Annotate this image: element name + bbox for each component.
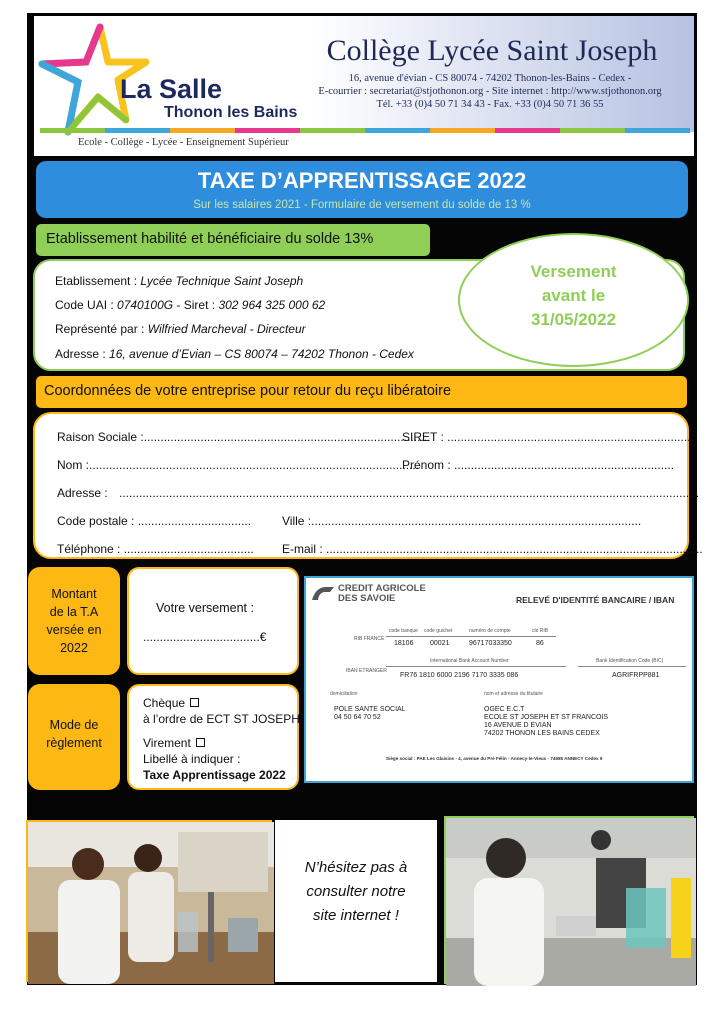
titulaire-1: OGEC E.C.T	[484, 706, 525, 713]
email-field[interactable]: E-mail : .................................................................................................................	[282, 542, 703, 556]
cheque-option[interactable]	[143, 696, 199, 710]
bank-name-line: DES SAVOIE	[338, 593, 396, 604]
prenom-field[interactable]: Prénom : ..................................................................	[402, 458, 675, 472]
telephone-field[interactable]: Téléphone : .......................................	[57, 542, 254, 556]
bic-header: Bank Identification Code (BIC)	[596, 658, 664, 664]
deadline-oval	[458, 233, 689, 367]
color-stripe	[560, 128, 625, 133]
deadline-line-2: avant le	[541, 286, 606, 305]
form-subtitle: Sur les salaires 2021 - Formulaire de versement du solde de 13 %	[193, 199, 531, 211]
versement-card	[127, 567, 299, 675]
siret-field[interactable]: SIRET : ..........................................................................	[402, 430, 694, 444]
virement-label: Virement	[143, 736, 191, 750]
mode-label	[28, 716, 120, 752]
adresse-field[interactable]: ..............................................................................................................................................................................	[119, 486, 700, 500]
domiciliation-1: POLE SANTE SOCIAL	[334, 706, 406, 713]
address-line	[55, 347, 414, 361]
domiciliation-label: domiciliation	[330, 691, 358, 697]
color-stripe	[40, 128, 105, 133]
virement-checkbox[interactable]	[196, 738, 205, 747]
mode-card	[28, 684, 120, 790]
lab-photo-image	[446, 818, 696, 986]
montant-label-line: 2022	[60, 641, 88, 655]
uai-value: 0740100G	[117, 298, 174, 312]
virement-option[interactable]	[143, 736, 205, 750]
rib-document	[304, 576, 694, 783]
iban-header: International Bank Account Number	[430, 658, 509, 664]
libelle-label: Libellé à indiquer :	[143, 752, 241, 766]
cheque-order: à l’ordre de ECT ST JOSEPH	[143, 712, 300, 726]
numero-compte: 96717033350	[469, 640, 512, 647]
mode-label-line: Mode de	[49, 718, 99, 732]
versement-label: Votre versement :	[156, 601, 254, 615]
ville-field[interactable]: Ville :...................................................................................................	[282, 514, 642, 528]
color-stripe	[235, 128, 300, 133]
montant-label	[28, 585, 120, 657]
mode-options-card	[127, 684, 299, 790]
photo-lab-left	[26, 820, 272, 982]
form-title: TAXE D’APPRENTISSAGE 2022	[197, 168, 527, 193]
beneficiary-heading	[36, 224, 430, 256]
lab-photo-image	[28, 822, 274, 984]
col-compte-label: numéro de compte	[469, 628, 511, 634]
code-banque: 18106	[394, 640, 414, 647]
montant-label-line: Montant	[51, 587, 97, 601]
color-stripe	[365, 128, 430, 133]
color-stripe	[300, 128, 365, 133]
cle-rib: 86	[536, 640, 544, 647]
representative-value: Wilfried Marcheval - Directeur	[147, 322, 306, 336]
bank-name	[338, 584, 426, 604]
credit-agricole-logo-icon	[310, 584, 336, 602]
representative-label: Représenté par :	[55, 322, 148, 336]
montant-label-line: de la T.A	[49, 605, 99, 619]
rib-france-label: RIB FRANCE	[354, 636, 385, 642]
iban-rule	[386, 666, 566, 667]
code-postal-field[interactable]: Code postale : ..................................	[57, 514, 252, 528]
college-contact: E-courrier : secretariat@stjothonon.org - Site internet : http://www.stjothonon.org	[318, 86, 662, 97]
title-banner	[36, 161, 688, 218]
code-guichet: 00021	[430, 640, 450, 647]
montant-label-line: versée en	[46, 623, 102, 637]
bic-rule	[578, 666, 686, 667]
titulaire-3: 16 AVENUE D EVIAN	[484, 722, 552, 729]
uai-label: Code UAI :	[55, 298, 118, 312]
establishment-line	[55, 274, 303, 288]
consult-text	[275, 856, 437, 928]
rib-row-rule	[386, 636, 556, 637]
company-form	[33, 412, 703, 559]
titulaire-label: nom et adresse du titulaire	[484, 691, 543, 697]
iban-value: FR76 1810 6000 2196 7170 3335 086	[400, 672, 519, 679]
bank-name-line: CREDIT AGRICOLE	[338, 583, 426, 594]
iban-etranger-label: IBAN ETRANGER	[346, 668, 387, 674]
uai-siret-line	[55, 298, 325, 312]
cheque-checkbox[interactable]	[190, 698, 199, 707]
tagline: Ecole - Collège - Lycée - Enseignement Supérieur	[78, 137, 289, 148]
company-heading-label: Coordonnées de votre entreprise pour retour du reçu libératoire	[44, 383, 452, 399]
color-stripe	[170, 128, 235, 133]
siege-social: Siège social : PAE Les Glaisins - 4, avenue du Pré Félin - Annecy-le-Vieux - 74985 ANNECY Cedex 9	[386, 756, 603, 761]
libelle-value: Taxe Apprentissage 2022	[143, 768, 286, 782]
nom-field[interactable]: Nom :...................................................................................................	[57, 458, 420, 472]
montant-card	[28, 567, 120, 675]
logo-brand: La Salle	[120, 74, 223, 104]
logo-city: Thonon les Bains	[164, 104, 298, 121]
establishment-label: Etablissement :	[55, 274, 141, 288]
consult-box	[275, 820, 437, 982]
representative-line	[55, 322, 306, 336]
color-stripe	[625, 128, 690, 133]
col-banque-label: code banque	[389, 628, 418, 634]
domiciliation-2: 04 50 64 70 52	[334, 714, 381, 721]
deadline-date: 31/05/2022	[530, 310, 617, 329]
siret-value: 302 964 325 000 62	[218, 298, 326, 312]
color-stripe	[430, 128, 495, 133]
deadline-text	[460, 260, 687, 332]
versement-amount-field[interactable]: ...................................€	[143, 630, 267, 644]
consult-line: site internet !	[313, 907, 399, 924]
adresse-label: Adresse :	[57, 486, 108, 500]
company-heading	[36, 376, 687, 408]
address-label: Adresse :	[55, 347, 110, 361]
bic-value: AGRIFRPP881	[612, 672, 660, 679]
color-stripes	[40, 128, 690, 133]
consult-line: N’hésitez pas à	[304, 859, 408, 876]
college-title: Collège Lycée Saint Joseph	[326, 34, 658, 67]
siret-label: - Siret :	[173, 298, 219, 312]
raison-sociale-field[interactable]: Raison Sociale :......................................................................................	[57, 430, 431, 444]
consult-line: consulter notre	[306, 883, 406, 900]
establishment-value: Lycée Technique Saint Joseph	[140, 274, 304, 288]
cheque-label: Chèque	[143, 696, 186, 710]
deadline-line-1: Versement	[530, 262, 617, 281]
titulaire-2: ECOLE ST JOSEPH ET ST FRANCOIS	[484, 714, 609, 721]
letterhead	[34, 16, 694, 156]
rib-title: RELEVÉ D'IDENTITÉ BANCAIRE / IBAN	[516, 595, 675, 605]
photo-lab-right	[444, 816, 694, 984]
titulaire-4: 74202 THONON LES BAINS CEDEX	[484, 730, 600, 737]
address-value: 16, avenue d’Evian – CS 80074 – 74202 Thonon - Cedex	[109, 347, 414, 361]
beneficiary-heading-label: Etablissement habilité et bénéficiaire du solde 13%	[46, 231, 374, 247]
color-stripe	[495, 128, 560, 133]
college-phone: Tél. +33 (0)4 50 71 34 43 - Fax. +33 (0)4 50 71 36 55	[376, 99, 604, 110]
color-stripe	[105, 128, 170, 133]
college-address: 16, avenue d'évian - CS 80074 - 74202 Thonon-les-Bains - Cedex -	[348, 73, 632, 84]
mode-label-line: règlement	[46, 736, 102, 750]
col-guichet-label: code guichet	[424, 628, 453, 634]
col-cle-label: clé RIB	[532, 628, 549, 634]
